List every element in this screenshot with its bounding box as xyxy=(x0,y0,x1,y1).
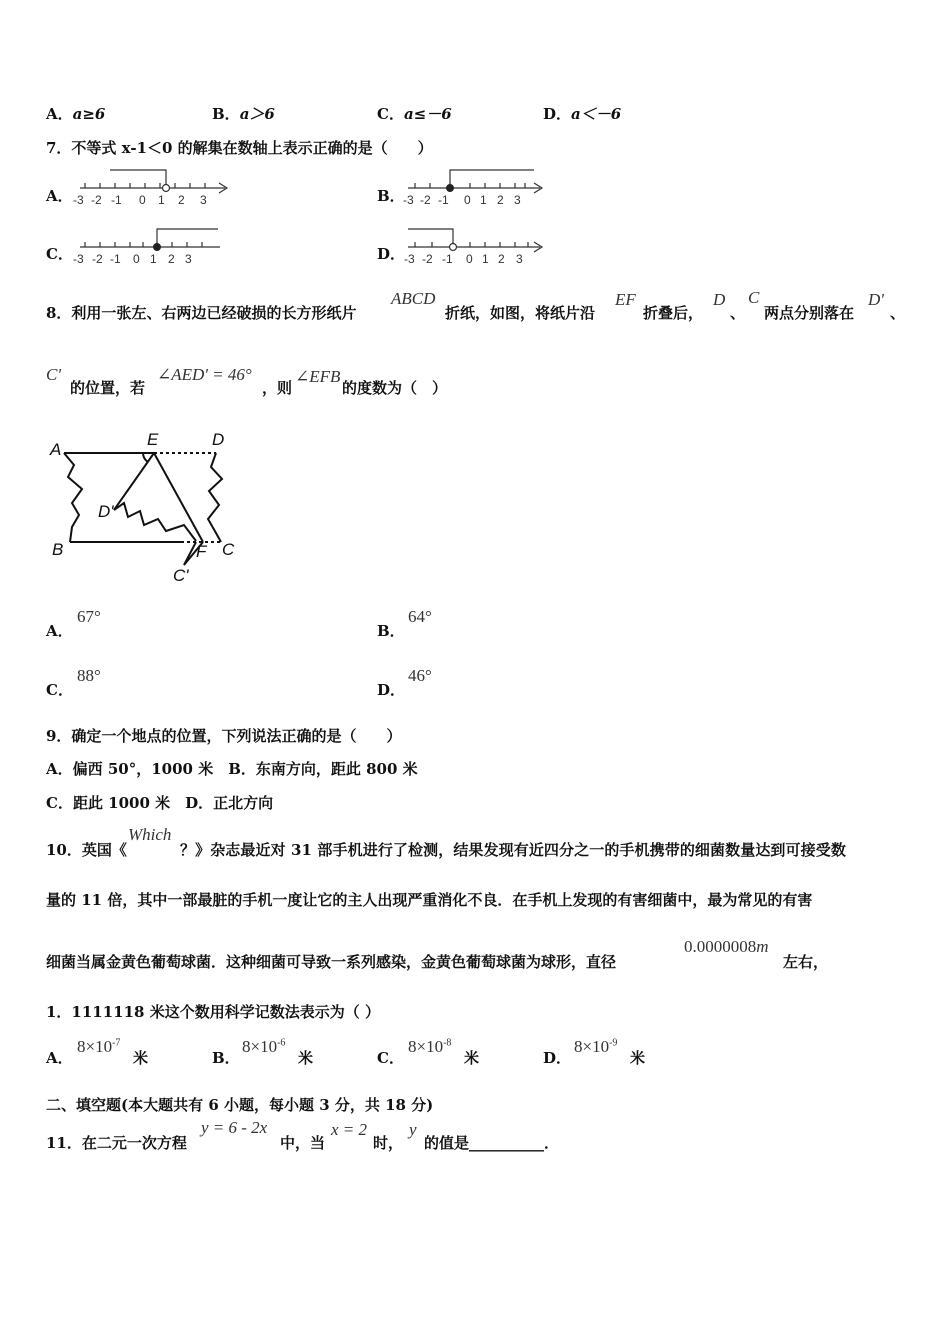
q8-math-ef: EF xyxy=(615,290,636,309)
tick-label: -3 xyxy=(73,252,84,266)
q6-option-b: B．a＞6 xyxy=(212,105,275,123)
q10-line3: 细菌当属金黄色葡萄球菌．这种细菌可导致一系列感染，金黄色葡萄球菌为球形，直径 xyxy=(46,953,617,971)
q8-stem-line1: 8．利用一张左、右两边已经破损的长方形纸片 xyxy=(46,304,357,322)
q10-option-b-value: $8\times 10^{-6}$ xyxy=(242,1037,286,1056)
number-line-d xyxy=(400,225,550,269)
tick-label: 1 xyxy=(480,193,487,207)
q10-option-b-unit: 米 xyxy=(298,1049,314,1067)
tick-label: 0 xyxy=(139,193,146,207)
q10-option-d-label: D． xyxy=(543,1049,572,1067)
q10-option-a-label: A． xyxy=(46,1049,73,1067)
tick-label: 1 xyxy=(482,252,489,266)
figure-label-e: E xyxy=(147,430,159,449)
q8-stem-degree: 的度数为（ ） xyxy=(342,379,448,397)
q8-option-b-value: 64° xyxy=(408,607,432,626)
tick-label: 3 xyxy=(185,252,192,266)
q8-stem-land: 两点分别落在 xyxy=(764,304,855,322)
figure-label-a: A xyxy=(50,440,62,459)
q8-stem-position: 的位置，若 xyxy=(70,379,146,397)
q8-math-dprime: D' xyxy=(868,290,884,309)
q8-stem-after: 折叠后， xyxy=(643,304,704,322)
tick-label: -2 xyxy=(422,252,433,266)
q7-label-a: A． xyxy=(46,187,73,205)
tick-label: 3 xyxy=(200,193,207,207)
q8-math-abcd: ABCD xyxy=(391,289,436,308)
q10-option-c-label: C． xyxy=(377,1049,404,1067)
q6-option-a: A．a≥6 xyxy=(46,105,106,123)
tick-label: -2 xyxy=(420,193,431,207)
number-line-a xyxy=(70,166,235,210)
closed-point xyxy=(447,185,454,192)
q8-math-cprime: C' xyxy=(46,365,61,384)
number-line-b xyxy=(400,166,550,210)
figure-label-b: B xyxy=(52,540,64,559)
closed-point xyxy=(154,244,161,251)
q11-math-x: x = 2 xyxy=(331,1120,368,1139)
tick-label: -1 xyxy=(110,252,121,266)
q8-math-angle: ∠AED' = 46° xyxy=(157,365,252,384)
q10-option-d-value: $8\times 10^{-9}$ xyxy=(574,1037,618,1056)
tick-label: 2 xyxy=(178,193,185,207)
tick-label: -2 xyxy=(91,193,102,207)
q6-option-c: C．a≤－6 xyxy=(377,105,452,123)
q8-stem-then: ，则 xyxy=(262,379,293,397)
tick-label: -2 xyxy=(92,252,103,266)
q8-option-d-value: 46° xyxy=(408,666,432,685)
q6-option-d: D．a＜－6 xyxy=(543,105,622,123)
q10-line1-start: 10．英国《 xyxy=(46,841,127,859)
q8-stem-fold: 折纸，如图，将纸片沿 xyxy=(445,304,596,322)
tick-label: -1 xyxy=(438,193,449,207)
tick-label: 3 xyxy=(516,252,523,266)
q8-sep2: 、 xyxy=(890,304,906,322)
number-line-c xyxy=(70,225,235,269)
q8-option-c-label: C． xyxy=(46,681,73,699)
tick-label: 3 xyxy=(514,193,521,207)
q7-label-b: B． xyxy=(377,187,405,205)
q10-option-b-label: B． xyxy=(212,1049,240,1067)
tick-label: -3 xyxy=(73,193,84,207)
q8-option-a-value: 67° xyxy=(77,607,101,626)
q10-line1-rest: ？》杂志最近对 31 部手机进行了检测，结果发现有近四分之一的手机携带的细菌数量达到可接受数 xyxy=(180,841,846,859)
q11-when: 中，当 xyxy=(280,1134,326,1152)
tick-label: 0 xyxy=(133,252,140,266)
figure-label-c: C xyxy=(222,540,235,559)
q10-option-d-unit: 米 xyxy=(630,1049,646,1067)
q10-math-diameter: 0.0000008m xyxy=(684,937,769,956)
tick-label: 0 xyxy=(464,193,471,207)
open-point xyxy=(163,185,170,192)
section-title: 二、填空题(本大题共有 6 小题，每小题 3 分，共 18 分) xyxy=(46,1096,434,1114)
q10-option-c-unit: 米 xyxy=(464,1049,480,1067)
figure-label-d: D xyxy=(212,430,225,449)
tick-label: 2 xyxy=(498,252,505,266)
q11-math-y: y xyxy=(409,1120,417,1139)
q10-line2: 量的 11 倍，其中一部最脏的手机一度让它的主人出现严重消化不良．在手机上发现的有害细菌中，最为常见的有害 xyxy=(46,891,813,909)
tick-label: 1 xyxy=(158,193,165,207)
tick-label: -3 xyxy=(404,252,415,266)
q7-stem: 7．不等式 x-1＜0 的解集在数轴上表示正确的是（ ） xyxy=(46,139,433,157)
open-point xyxy=(450,244,457,251)
q9-options-line2: C．距此 1000 米 D．正北方向 xyxy=(46,794,274,812)
q8-option-d-label: D． xyxy=(377,681,406,699)
q7-label-c: C． xyxy=(46,245,73,263)
q8-math-efb: ∠EFB xyxy=(295,367,341,386)
q9-stem: 9．确定一个地点的位置，下列说法正确的是（ ） xyxy=(46,727,402,745)
tick-label: -1 xyxy=(111,193,122,207)
q10-line3-end: 左右， xyxy=(783,953,829,971)
q10-line4: 1．1111118 米这个数用科学记数法表示为（ ） xyxy=(46,1003,380,1021)
tick-label: -3 xyxy=(403,193,414,207)
q11-start: 11．在二元一次方程 xyxy=(46,1134,187,1152)
q10-math-which: Which xyxy=(128,825,172,844)
tick-label: 0 xyxy=(466,252,473,266)
q10-option-c-value: $8\times 10^{-8}$ xyxy=(408,1037,452,1056)
q11-answer-blank: 的值是__________． xyxy=(424,1134,560,1152)
q8-option-a-label: A． xyxy=(46,622,73,640)
figure-label-dprime: D' xyxy=(98,502,114,521)
q8-math-d: D xyxy=(713,290,726,309)
q8-option-b-label: B． xyxy=(377,622,405,640)
q10-option-a-value: $8\times 10^{-7}$ xyxy=(77,1037,121,1056)
q11-math-equation: y = 6 - 2x xyxy=(201,1118,268,1137)
q8-option-c-value: 88° xyxy=(77,666,101,685)
q11-time: 时， xyxy=(373,1134,404,1152)
q8-fold-figure xyxy=(46,425,246,590)
q9-options-line1: A．偏西 50°，1000 米 B．东南方向，距此 800 米 xyxy=(46,760,418,778)
q8-math-c: C xyxy=(748,288,760,307)
tick-label: 2 xyxy=(497,193,504,207)
q10-option-a-unit: 米 xyxy=(133,1049,149,1067)
tick-label: 2 xyxy=(168,252,175,266)
q8-sep: 、 xyxy=(730,304,746,322)
figure-label-f: F xyxy=(196,542,207,561)
tick-label: 1 xyxy=(150,252,157,266)
figure-label-cprime: C' xyxy=(173,566,189,585)
q7-label-d: D． xyxy=(377,245,406,263)
tick-label: -1 xyxy=(442,252,453,266)
